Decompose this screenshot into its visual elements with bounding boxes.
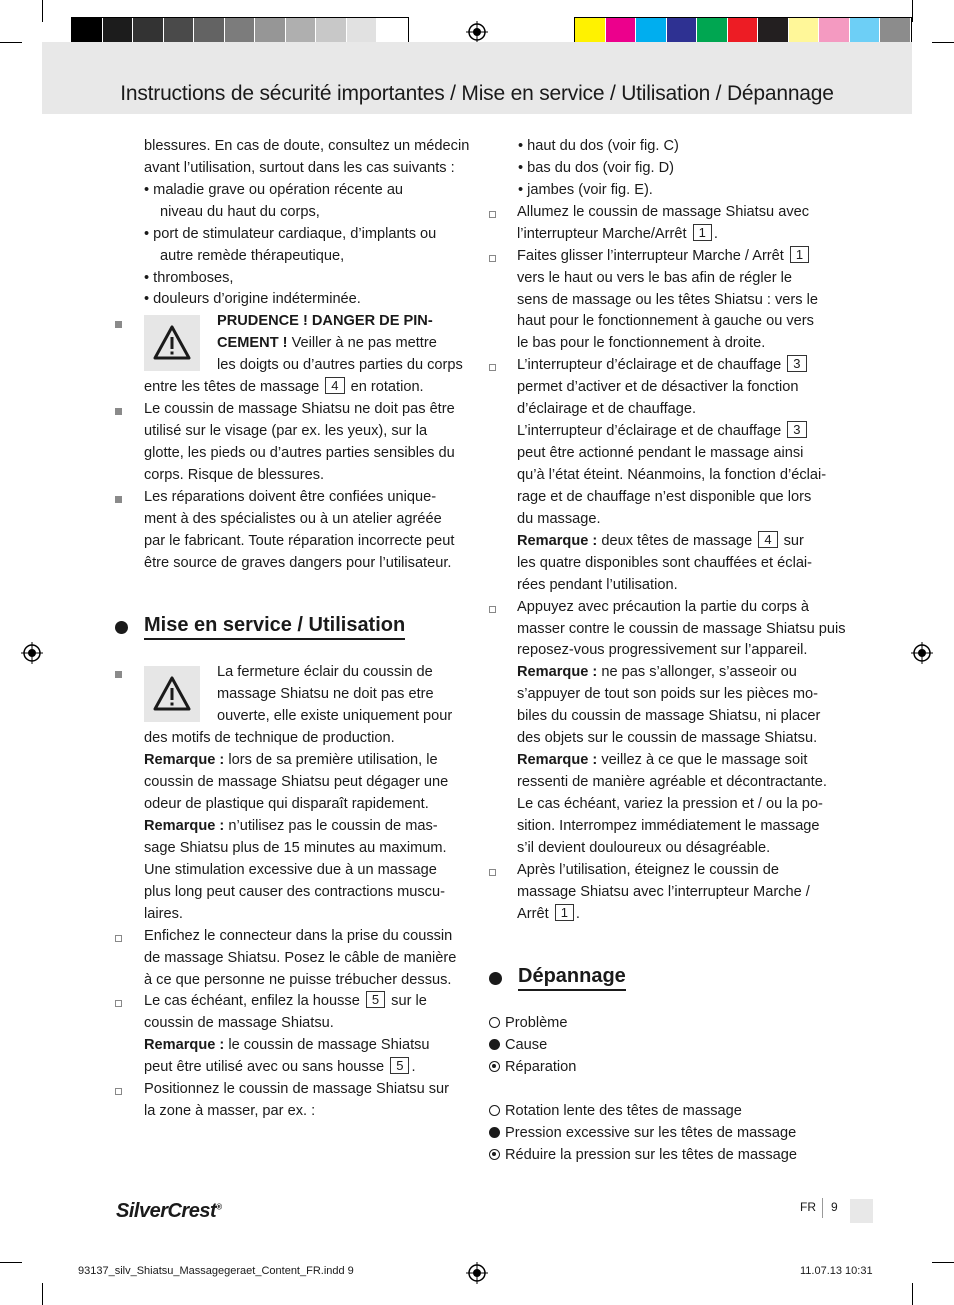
- step-text: d’éclairage et de chauffage.: [517, 401, 697, 417]
- registration-mark-icon: [466, 21, 488, 43]
- remark: Une stimulation excessive due à un massage: [144, 862, 437, 878]
- step-text: Le cas échéant, enfilez la housse 5 sur le: [144, 992, 427, 1009]
- bullet-item: • jambes (voir fig. E).: [518, 182, 653, 198]
- step-text: Après l’utilisation, éteignez le coussin de: [517, 862, 780, 878]
- checkbox-bullet-icon: [115, 1088, 122, 1095]
- remark: laires.: [144, 906, 183, 922]
- section-title: Dépannage: [518, 965, 626, 991]
- step-text: sens de massage ou les têtes Shiatsu : vers le: [517, 292, 818, 308]
- checkbox-bullet-icon: [489, 211, 496, 218]
- legend-cause: Cause: [489, 1034, 547, 1056]
- bullet-item: • douleurs d’origine indéterminée.: [144, 291, 361, 307]
- file-slug: 93137_silv_Shiatsu_Massagegeraet_Content_FR.indd 9: [78, 1265, 354, 1277]
- remark: Remarque : n’utilisez pas le coussin de mas-: [144, 818, 438, 834]
- part-number-badge: 1: [790, 246, 809, 263]
- warning-triangle-icon: [144, 666, 200, 722]
- page-tab: [850, 1199, 873, 1223]
- paragraph: Les réparations doivent être confiées unique-: [144, 489, 437, 505]
- paragraph: corps. Risque de blessures.: [144, 467, 325, 483]
- checkbox-bullet-icon: [489, 606, 496, 613]
- warning-text: ouverte, elle existe uniquement pour: [217, 708, 453, 724]
- bullet-item: • thromboses,: [144, 270, 234, 286]
- square-bullet-icon: [115, 408, 122, 415]
- paragraph: utilisé sur le visage (par ex. les yeux), sur la: [144, 423, 428, 439]
- paragraph: Le coussin de massage Shiatsu ne doit pas être: [144, 401, 455, 417]
- checkbox-bullet-icon: [489, 869, 496, 876]
- step-text: la zone à masser, par ex. :: [144, 1103, 316, 1119]
- remark: Remarque : ne pas s’allonger, s’asseoir ou: [517, 664, 797, 680]
- part-number-badge: 3: [787, 355, 806, 372]
- step-text: Arrêt 1 .: [517, 905, 580, 922]
- step-text: vers le haut ou vers le bas afin de régler le: [517, 270, 793, 286]
- remark: Remarque : le coussin de massage Shiatsu: [144, 1037, 430, 1053]
- crop-mark: [932, 42, 954, 43]
- remark: ressenti de manière agréable et décontractante.: [517, 774, 827, 790]
- crop-mark: [0, 1262, 22, 1263]
- paragraph: glotte, les pieds ou d’autres parties sensibles du: [144, 445, 455, 461]
- bullet-item: • port de stimulateur cardiaque, d’implants ou: [144, 226, 437, 242]
- step-text: L’interrupteur d’éclairage et de chauffage 3: [517, 354, 809, 376]
- remark: s’il devient douloureux ou désagréable.: [517, 840, 771, 856]
- crop-mark: [42, 0, 43, 22]
- section-dot-icon: [115, 621, 128, 634]
- step-text: Allumez le coussin de massage Shiatsu avec: [517, 204, 810, 220]
- section-heading: [115, 614, 405, 640]
- bullet-item: autre remède thérapeutique,: [160, 248, 345, 264]
- bullet-item: • bas du dos (voir fig. D): [518, 160, 674, 176]
- language-code: FR: [800, 1200, 816, 1214]
- step-text: Faites glisser l’interrupteur Marche / Arrêt 1: [517, 245, 811, 267]
- divider: [822, 1198, 823, 1218]
- registration-mark-icon: [21, 642, 43, 664]
- filled-circle-icon: [489, 1127, 500, 1138]
- warning-text: entre les têtes de massage 4 en rotation.: [144, 378, 424, 395]
- step-text: qu’à l’état éteint. Néanmoins, la fonction d’éclai-: [517, 467, 827, 483]
- part-number-badge: 4: [325, 377, 344, 394]
- checkbox-bullet-icon: [489, 364, 496, 371]
- remark: odeur de plastique qui disparaît rapidement.: [144, 796, 429, 812]
- remark: les quatre disponibles sont chauffées et éclai-: [517, 555, 813, 571]
- checkbox-bullet-icon: [489, 255, 496, 262]
- warning-text: PRUDENCE ! DANGER DE PIN-: [217, 313, 433, 329]
- warning-text: CEMENT ! Veiller à ne pas mettre: [217, 335, 437, 351]
- step-text: reposez-vous progressivement sur l’appareil.: [517, 642, 808, 658]
- remark: s’appuyer de tout son poids sur les pièces mo-: [517, 686, 818, 702]
- paragraph: blessures. En cas de doute, consultez un médecin: [144, 138, 470, 154]
- step-text: peut être actionné pendant le massage ainsi: [517, 445, 804, 461]
- part-number-badge: 5: [390, 1057, 409, 1074]
- paragraph: ment à des spécialistes ou à un atelier agréée: [144, 511, 442, 527]
- step-text: rage et de chauffage n’est disponible que lors: [517, 489, 812, 505]
- paragraph: être source de graves dangers pour l’utilisateur.: [144, 555, 452, 571]
- step-text: Appuyez avec précaution la partie du corps à: [517, 599, 810, 615]
- brand-logo: SilverCrest®: [116, 1200, 222, 1222]
- square-bullet-icon: [115, 321, 122, 328]
- step-text: le bas pour le fonctionnement à droite.: [517, 335, 766, 351]
- warning-triangle-icon: [144, 315, 200, 371]
- step-text: à ce que personne ne puisse trébucher dessus.: [144, 972, 452, 988]
- filled-circle-icon: [489, 1039, 500, 1050]
- step-text: du massage.: [517, 511, 601, 527]
- step-text: de massage Shiatsu. Posez le câble de manière: [144, 950, 457, 966]
- open-circle-icon: [489, 1017, 500, 1028]
- trouble-repair: Réduire la pression sur les têtes de massage: [489, 1144, 797, 1166]
- remark: Remarque : lors de sa première utilisation, le: [144, 752, 438, 768]
- legend-repair: Réparation: [489, 1056, 576, 1078]
- part-number-badge: 1: [693, 224, 712, 241]
- crop-mark: [0, 42, 22, 43]
- date-slug: 11.07.13 10:31: [800, 1265, 873, 1277]
- square-bullet-icon: [115, 671, 122, 678]
- warning-text: des motifs de technique de production.: [144, 730, 395, 746]
- section-title: Mise en service / Utilisation: [144, 614, 405, 640]
- remark: des objets sur le coussin de massage Shiatsu.: [517, 730, 818, 746]
- crop-mark: [42, 1283, 43, 1305]
- registration-mark-icon: [911, 642, 933, 664]
- paragraph: avant l’utilisation, surtout dans les cas suivants :: [144, 160, 455, 176]
- trouble-problem: Rotation lente des têtes de massage: [489, 1100, 742, 1122]
- target-circle-icon: [489, 1061, 500, 1072]
- checkbox-bullet-icon: [115, 1000, 122, 1007]
- remark: Remarque : veillez à ce que le massage soit: [517, 752, 808, 768]
- step-text: L’interrupteur d’éclairage et de chauffage 3: [517, 420, 809, 442]
- remark: sition. Interrompez immédiatement le massage: [517, 818, 820, 834]
- remark: rées pendant l’utilisation.: [517, 577, 678, 593]
- page-title: Instructions de sécurité importantes / Mise en service / Utilisation / Dépannage: [120, 82, 834, 105]
- bullet-item: niveau du haut du corps,: [160, 204, 320, 220]
- remark: coussin de massage Shiatsu peut dégager une: [144, 774, 449, 790]
- remark: sage Shiatsu plus de 15 minutes au maximum.: [144, 840, 447, 856]
- warning-text: La fermeture éclair du coussin de: [217, 664, 433, 680]
- step-text: Positionnez le coussin de massage Shiatsu sur: [144, 1081, 450, 1097]
- registration-mark-icon: [466, 1262, 488, 1284]
- step-text: permet d’activer et de désactiver la fonction: [517, 379, 799, 395]
- trouble-cause: Pression excessive sur les têtes de massage: [489, 1122, 796, 1144]
- crop-mark: [912, 1283, 913, 1305]
- step-text: Enfichez le connecteur dans la prise du coussin: [144, 928, 453, 944]
- legend-problem: Problème: [489, 1012, 567, 1034]
- step-text: haut pour le fonctionnement à gauche ou vers: [517, 313, 814, 329]
- step-text: masser contre le coussin de massage Shiatsu puis: [517, 621, 846, 637]
- warning-text: les doigts ou d’autres parties du corps: [217, 357, 463, 373]
- part-number-badge: 3: [787, 421, 806, 438]
- bullet-item: • maladie grave ou opération récente au: [144, 182, 404, 198]
- square-bullet-icon: [115, 496, 122, 503]
- step-text: coussin de massage Shiatsu.: [144, 1015, 334, 1031]
- page-header: [42, 42, 912, 114]
- step-text: l’interrupteur Marche/Arrêt 1 .: [517, 225, 718, 242]
- warning-text: massage Shiatsu ne doit pas etre: [217, 686, 434, 702]
- remark: Remarque : deux têtes de massage 4 sur: [517, 532, 804, 549]
- step-text: massage Shiatsu avec l’interrupteur Marche /: [517, 884, 810, 900]
- section-dot-icon: [489, 972, 502, 985]
- paragraph: par le fabricant. Toute réparation incorrecte peut: [144, 533, 455, 549]
- bullet-item: • haut du dos (voir fig. C): [518, 138, 679, 154]
- remark: plus long peut causer des contractions muscu-: [144, 884, 445, 900]
- remark: biles du coussin de massage Shiatsu, ni placer: [517, 708, 821, 724]
- section-heading: [489, 965, 626, 991]
- crop-mark: [912, 0, 913, 22]
- page-number: 9: [831, 1200, 838, 1214]
- crop-mark: [932, 1262, 954, 1263]
- part-number-badge: 4: [758, 531, 777, 548]
- target-circle-icon: [489, 1149, 500, 1160]
- checkbox-bullet-icon: [115, 935, 122, 942]
- open-circle-icon: [489, 1105, 500, 1116]
- remark: Le cas échéant, variez la pression et / ou la po-: [517, 796, 823, 812]
- remark: peut être utilisé avec ou sans housse 5 .: [144, 1058, 416, 1075]
- part-number-badge: 1: [555, 904, 574, 921]
- part-number-badge: 5: [366, 991, 385, 1008]
